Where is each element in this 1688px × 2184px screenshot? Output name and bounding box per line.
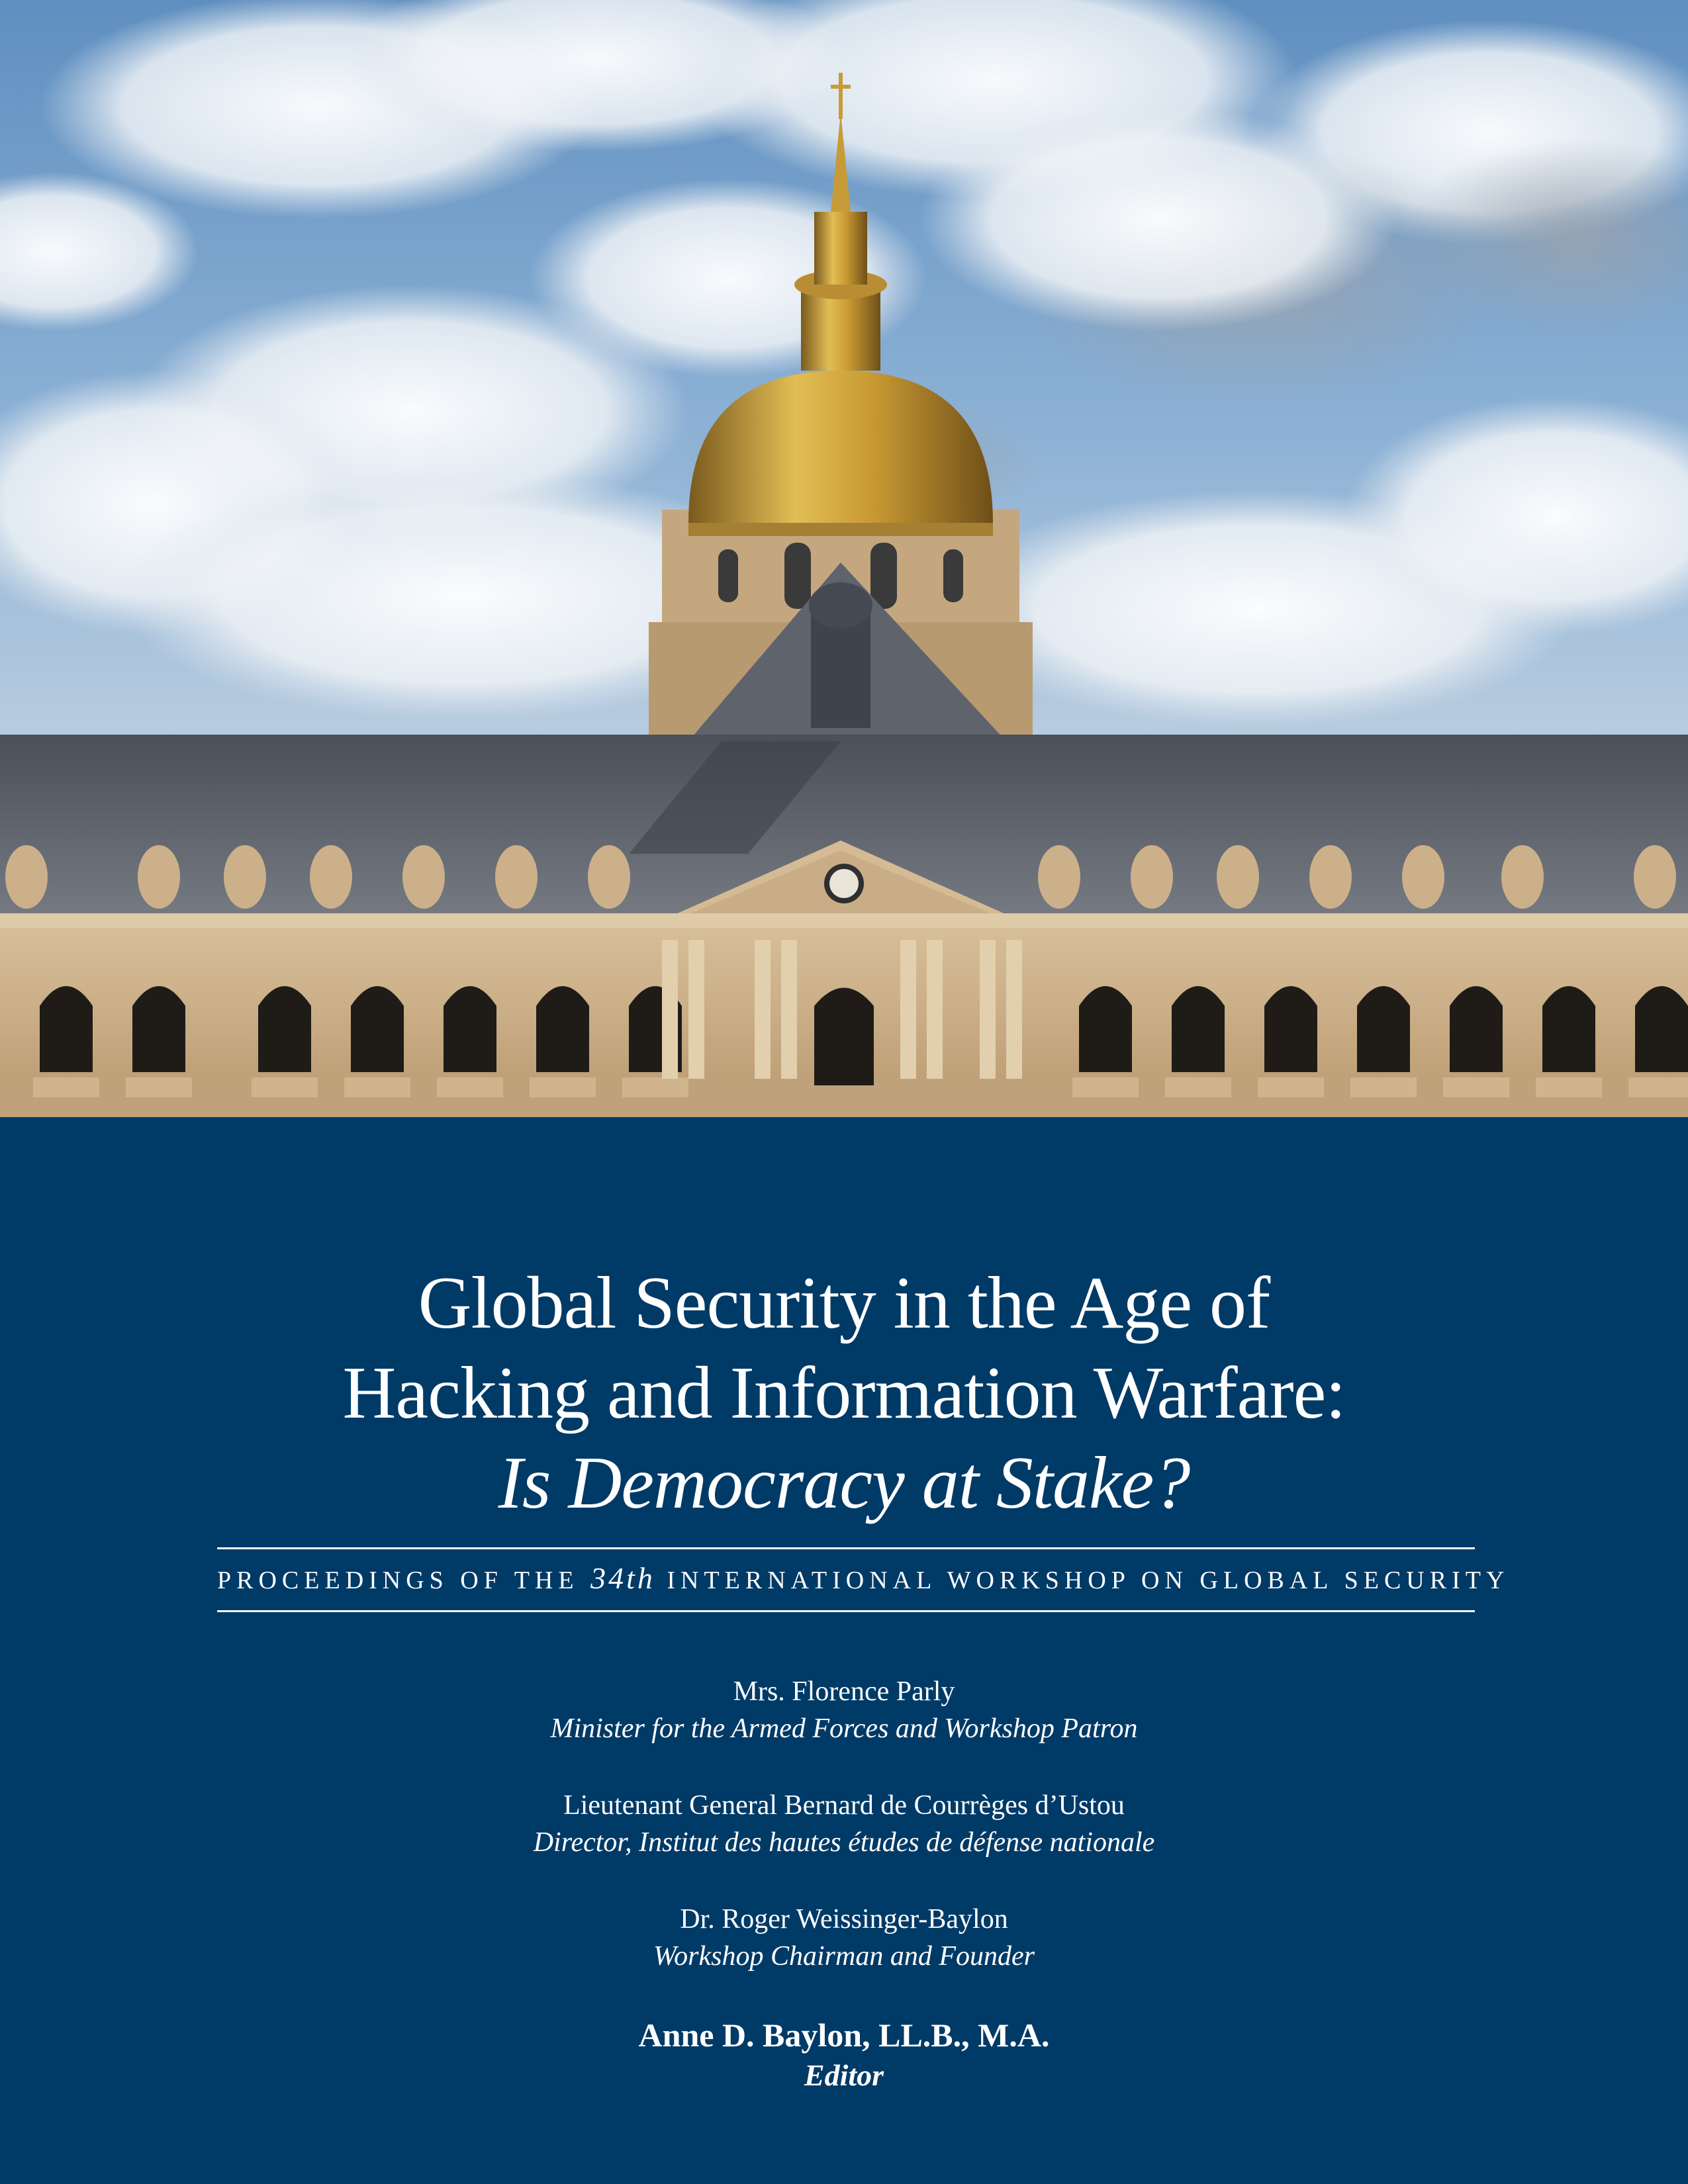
balustrade <box>530 1077 596 1097</box>
arch-window <box>1264 986 1317 1072</box>
proceedings-suffix: INTERNATIONAL WORKSHOP ON GLOBAL SECURITY <box>667 1567 1510 1594</box>
balustrade <box>1350 1077 1417 1097</box>
title-line-1: Global Security in the Age of <box>418 1262 1270 1345</box>
roof-sculpture <box>1501 845 1544 909</box>
balustrade <box>252 1077 318 1097</box>
arch-window <box>1635 986 1688 1072</box>
roof-sculpture <box>1309 845 1352 909</box>
column <box>688 940 704 1079</box>
arch-window <box>258 986 311 1072</box>
roof-sculpture <box>1402 845 1444 909</box>
book-title <box>0 1258 1688 1528</box>
workshop-ordinal: 34th <box>590 1561 655 1595</box>
title-line-2: Hacking and Information Warfare: <box>342 1352 1346 1435</box>
roof-sculpture <box>138 845 180 909</box>
roof-sculpture <box>1131 845 1173 909</box>
roof-sculpture <box>402 845 445 909</box>
contributor-name: Lieutenant General Bernard de Courrèges d’Ustou <box>563 1790 1125 1821</box>
contributor-editor <box>0 2015 1688 2095</box>
editor-role: Editor <box>804 2058 884 2092</box>
balustrade <box>1628 1077 1688 1097</box>
balustrade <box>1443 1077 1509 1097</box>
cover-text-panel <box>0 1117 1688 2184</box>
contributor-name: Mrs. Florence Parly <box>733 1676 955 1707</box>
roof-sculpture <box>224 845 266 909</box>
roof-sculpture <box>1038 845 1080 909</box>
divider-top <box>217 1547 1475 1549</box>
contributor-chairman <box>0 1901 1688 1975</box>
roof-sculpture <box>1634 845 1676 909</box>
balustrade <box>1165 1077 1231 1097</box>
contributor-role: Minister for the Armed Forces and Workshop Patron <box>550 1713 1138 1744</box>
divider-bottom <box>217 1610 1475 1612</box>
arch-window <box>351 986 404 1072</box>
contributors <box>0 1673 1688 2135</box>
roof-sculpture <box>1217 845 1259 909</box>
arch-window <box>444 986 496 1072</box>
roof-sculpture <box>5 845 48 909</box>
arch-window <box>1172 986 1225 1072</box>
arch-window <box>1357 986 1410 1072</box>
column <box>781 940 797 1079</box>
column <box>662 940 678 1079</box>
balustrade <box>622 1077 688 1097</box>
roof-sculpture <box>495 845 538 909</box>
contributor-role: Director, Institut des hautes études de défense nationale <box>533 1827 1155 1858</box>
column <box>900 940 916 1079</box>
arch-window <box>1542 986 1595 1072</box>
arch-window <box>536 986 589 1072</box>
contributor-director <box>0 1787 1688 1861</box>
proceedings-line <box>217 1561 1510 1597</box>
book-subtitle: Is Democracy at Stake? <box>498 1442 1190 1525</box>
proceedings-prefix: PROCEEDINGS OF THE <box>217 1567 579 1594</box>
roof-sculpture <box>588 845 630 909</box>
arch-window <box>1079 986 1132 1072</box>
editor-name: Anne D. Baylon, LL.B., M.A. <box>638 2017 1050 2054</box>
column <box>755 940 771 1079</box>
central-doorway <box>814 988 874 1086</box>
balustrade <box>126 1077 192 1097</box>
balustrade <box>1536 1077 1602 1097</box>
balustrade <box>437 1077 503 1097</box>
balustrade <box>33 1077 99 1097</box>
arch-window <box>40 986 93 1072</box>
balustrade <box>344 1077 410 1097</box>
balustrade <box>1258 1077 1324 1097</box>
roof-sculpture <box>310 845 352 909</box>
contributor-name: Dr. Roger Weissinger-Baylon <box>680 1904 1008 1934</box>
contributor-role: Workshop Chairman and Founder <box>653 1941 1035 1972</box>
contributor-patron <box>0 1673 1688 1747</box>
column <box>927 940 943 1079</box>
column <box>1006 940 1022 1079</box>
arch-window <box>132 986 185 1072</box>
column <box>980 940 996 1079</box>
arch-window <box>1450 986 1503 1072</box>
balustrade <box>1072 1077 1139 1097</box>
